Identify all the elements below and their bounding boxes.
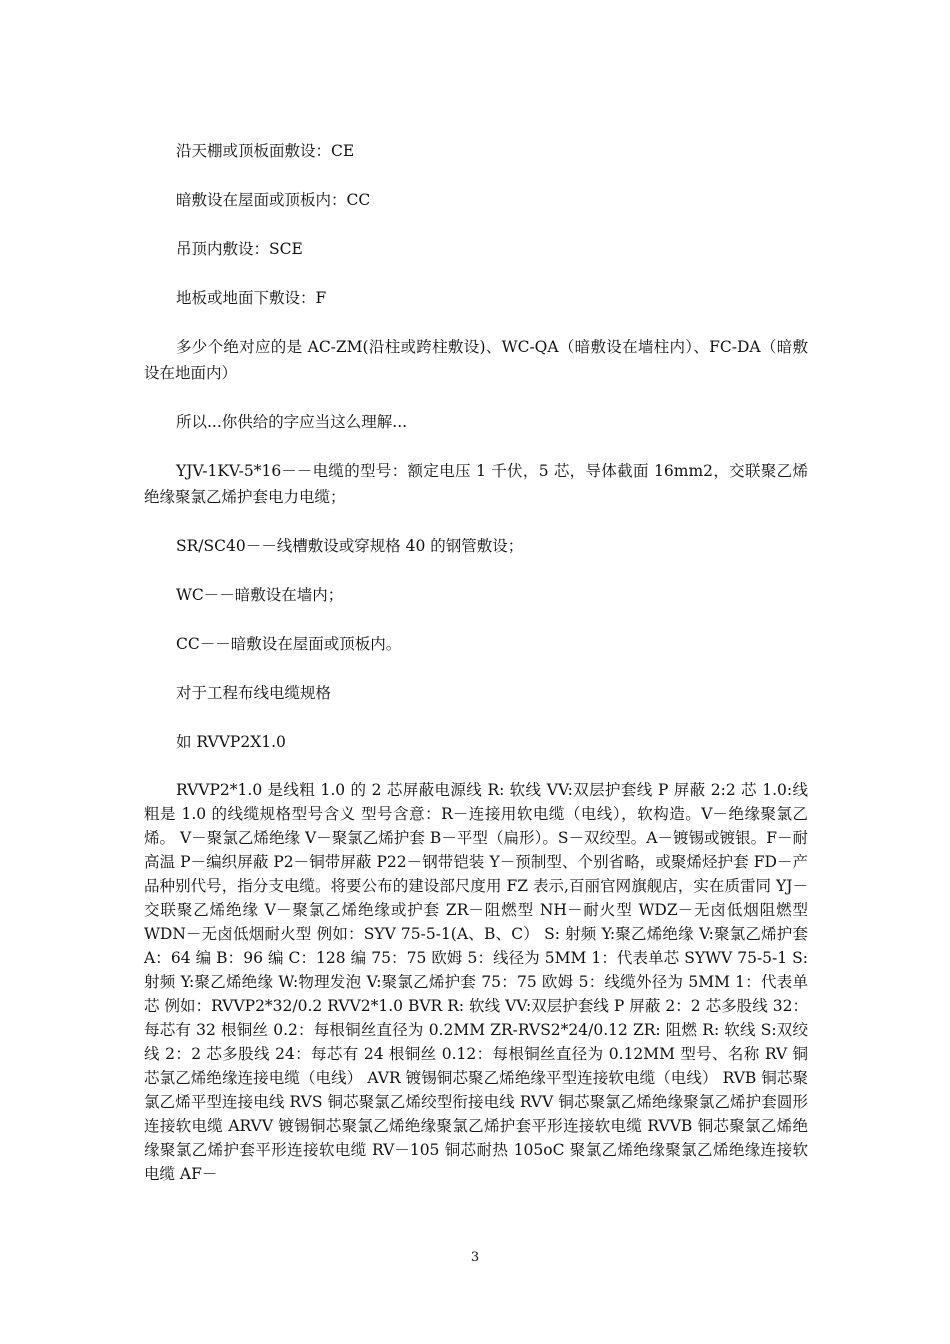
paragraph-rvvp-example: 如 RVVP2X1.0 (176, 733, 286, 751)
document-body (144, 138, 808, 1209)
paragraph-cc: 暗敷设在屋面或顶板内：CC (176, 191, 371, 209)
paragraph-sce: 吊顶内敷设：SCE (176, 240, 303, 258)
paragraph-cc-definition: CC－－暗敷设在屋面或顶板内。 (176, 635, 402, 653)
paragraph-f: 地板或地面下敷设：F (176, 289, 327, 307)
paragraph-cable-model-details: RVVP2*1.0 是线粗 1.0 的 2 芯屏蔽电源线 R: 软线 VV:双层护套线 P 屏蔽 2:2 芯 1.0:线粗是 1.0 的线缆规格型号含义 型号含意：R－连接用软电缆（电线），软构造。V－绝缘聚氯乙烯。 V－聚氯乙烯绝缘 V－聚氯乙烯护套 B－平型（扁形）。S－双绞型。A－镀锡或镀银。F－耐高温 P－编织屏蔽 P2－铜带屏蔽 P22－钢带铠装 Y－预制型、个别省略，或聚烯烃护套 FD－产品种别代号，指分支电缆。将要公布的建设部尺度用 FZ 表示,百丽官网旗舰店，实在质雷同 YJ－交联聚乙烯绝缘 V－聚氯乙烯绝缘或护套 ZR－阻燃型 NH－耐火型 WDZ－无卤低烟阻燃型 WDN－无卤低烟耐火型 例如：SYV 75-5-1(A、B、C） S: 射频 Y:聚乙烯绝缘 V:聚氯乙烯护套 A：64 编 B：96 编 C：128 编 75：75 欧姆 5：线径为 5MM 1：代表单芯 SYWV 75-5-1 S: 射频 Y:聚乙烯绝缘 W:物理发泡 V:聚氯乙烯护套 75：75 欧姆 5：线缆外径为 5MM 1：代表单芯 例如：RVVP2*32/0.2 RVV2*1.0 BVR R: 软线 VV:双层护套线 P 屏蔽 2：2 芯多股线 32：每芯有 32 根铜丝 0.2：每根铜丝直径为 0.2MM ZR-RVS2*24/0.12 ZR: 阻燃 R: 软线 S:双绞线 2：2 芯多股线 24：每芯有 24 根铜丝 0.12：每根铜丝直径为 0.12MM 型号、名称 RV 铜芯氯乙烯绝缘连接电缆（电线） AVR 镀锡铜芯聚乙烯绝缘平型连接软电缆（电线） RVB 铜芯聚氯乙烯平型连接电线 RVS 铜芯聚氯乙烯绞型衔接电线 RVV 铜芯聚氯乙烯绝缘聚氯乙烯护套圆形连接软电缆 ARVV 镀锡铜芯聚氯乙烯绝缘聚氯乙烯护套平形连接软电缆 RVVB 铜芯聚氯乙烯绝缘聚氯乙烯护套平形连接软电缆 RV－105 铜芯耐热 105oC 聚氯乙烯绝缘聚氯乙烯绝缘连接软电缆 AF－ (144, 781, 808, 1183)
paragraph-ac-zm: 多少个绝对应的是 AC-ZM(沿柱或跨柱敷设)、WC-QA（暗敷设在墙柱内）、FC-DA（暗敷设在地面内） (144, 338, 808, 382)
paragraph-understanding: 所以...你供给的字应当这么理解... (176, 413, 408, 431)
paragraph-sr-sc40: SR/SC40－－线槽敷设或穿规格 40 的钢管敷设； (176, 537, 524, 555)
paragraph-wc: WC－－暗敷设在墙内； (176, 586, 344, 604)
paragraph-cable-spec-heading: 对于工程布线电缆规格 (176, 684, 332, 702)
paragraph-yjv: YJV-1KV-5*16－－电缆的型号：额定电压 1 千伏，5 芯，导体截面 16mm2，交联聚乙烯绝缘聚氯乙烯护套电力电缆； (144, 462, 808, 506)
paragraph-ce: 沿天棚或顶板面敷设：CE (176, 142, 355, 160)
page-number: 3 (470, 1250, 480, 1265)
